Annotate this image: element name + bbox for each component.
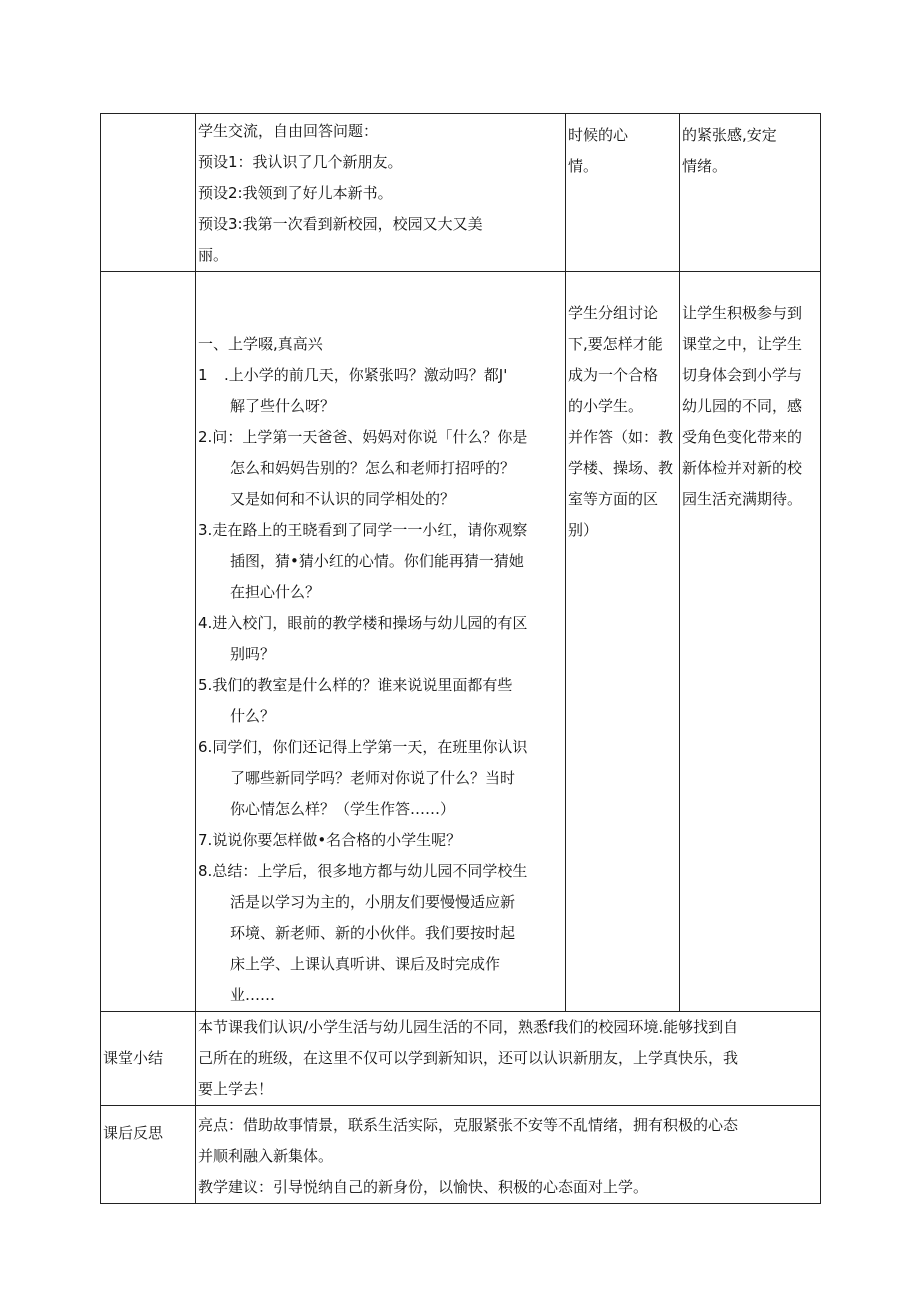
list-item	[198, 360, 561, 422]
intent-line: 切身体会到小学与	[682, 366, 803, 384]
item-text: 总结：上学后，很多地方都与幼儿园不同学校生	[212, 862, 528, 880]
item-text: 插图，猜•猜小红的心情。你们能再猜一猜她	[230, 552, 524, 570]
item-text: 床上学、上课认真听讲、课后及时完成作	[230, 955, 501, 973]
activity-line: 丽。	[198, 246, 229, 264]
intent-line: 新体检并对新的校	[682, 459, 803, 477]
item-number: 7.	[198, 831, 213, 849]
item-text: 在担心什么？	[230, 583, 321, 601]
item-text: 活是以学习为主的，小朋友们要慢慢适应新	[230, 893, 516, 911]
list-item	[198, 670, 561, 732]
activity-cell	[196, 272, 566, 1012]
student-activity-line: 成为一个合格	[568, 366, 659, 384]
intent-line: 受角色变化带来的	[682, 428, 803, 446]
reflection-line: 亮点：借助故事情景，联系生活实际，克服紧张不安等不乱情绪，拥有积极的心态	[198, 1116, 739, 1134]
intent-line: 幼儿园的不同，感	[682, 397, 803, 415]
summary-label: 课堂小结	[103, 1049, 164, 1067]
item-text: 了哪些新同学吗？老师对你说了什么？当时	[230, 769, 516, 787]
item-number: 4.	[198, 614, 213, 632]
reflection-label-cell	[101, 1106, 196, 1204]
row-class-summary	[101, 1012, 821, 1106]
item-text: .上小学的前几天，你紧张吗？激动吗？都J'	[224, 366, 508, 384]
item-number: 1	[198, 366, 208, 384]
student-activity-cell	[566, 272, 680, 1012]
activity-line: 预设2:我领到了好儿本新书。	[198, 184, 393, 202]
summary-line: 要上学去！	[198, 1080, 274, 1098]
item-text: 解了些什么呀？	[230, 397, 336, 415]
student-activity-line: 下,要怎样才能	[568, 335, 663, 353]
reflection-content-cell	[196, 1106, 821, 1204]
intent-cell	[680, 272, 821, 1012]
intent-line: 情绪。	[682, 157, 728, 175]
student-activity-line: 的小学生。	[568, 397, 644, 415]
student-activity-line: 学生分组讨论	[568, 304, 659, 322]
item-number: 5.	[198, 676, 213, 694]
student-activity-line: 室等方面的区	[568, 490, 659, 508]
summary-line: 己所在的班级，在这里不仅可以学到新知识，还可以认识新朋友，上学真快乐，我	[198, 1049, 739, 1067]
item-text: 业……	[230, 986, 276, 1004]
empty-label-cell	[101, 114, 196, 272]
intent-cell	[680, 114, 821, 272]
item-number: 8.	[198, 862, 213, 880]
item-text: 又是如何和不认识的同学相处的？	[230, 490, 456, 508]
item-text: 进入校门，眼前的教学楼和操场与幼儿园的有区	[212, 614, 528, 632]
item-text: 说说你要怎样做•名合格的小学生呢？	[212, 831, 462, 849]
summary-content-cell	[196, 1012, 821, 1106]
student-activity-line: 时候的心	[568, 126, 629, 144]
item-number: 3.	[198, 521, 213, 539]
empty-label-cell	[101, 272, 196, 1012]
summary-label-cell	[101, 1012, 196, 1106]
row-reflection	[101, 1106, 821, 1204]
item-text: 怎么和妈妈告别的？怎么和老师打招呼的？	[230, 459, 516, 477]
activity-line: 预设1：我认识了几个新朋友。	[198, 153, 403, 171]
list-item	[198, 422, 561, 515]
item-text: 同学们，你们还记得上学第一天，在班里你认识	[212, 738, 528, 756]
item-text: 走在路上的王晓看到了同学一一小红，请你观察	[212, 521, 528, 539]
student-activity-line: 学楼、操场、教	[568, 459, 674, 477]
list-item	[198, 825, 561, 856]
lesson-plan-table	[100, 113, 821, 1204]
question-list	[198, 360, 561, 1011]
item-number: 2.	[198, 428, 213, 446]
activity-cell	[196, 114, 566, 272]
item-text: 你心情怎么样？（学生作答……）	[230, 800, 456, 818]
list-item	[198, 856, 561, 1011]
student-activity-cell	[566, 114, 680, 272]
item-text: 环境、新老师、新的小伙伴。我们要按时起	[230, 924, 516, 942]
row-happy-to-school	[101, 272, 821, 1012]
activity-line: 预设3:我第一次看到新校园，校园又大又美	[198, 215, 483, 233]
student-activity-line: 并作答（如：教	[568, 428, 674, 446]
intent-line: 课堂之中，让学生	[682, 335, 803, 353]
row-student-exchange	[101, 114, 821, 272]
intent-line: 的紧张感,安定	[682, 126, 777, 144]
item-number: 6.	[198, 738, 213, 756]
activity-line: 学生交流，自由回答问题：	[198, 122, 379, 140]
item-text: 问：上学第一天爸爸、妈妈对你说「什么？你是	[212, 428, 528, 446]
list-item	[198, 608, 561, 670]
item-text: 什么？	[230, 707, 276, 725]
item-text: 别吗？	[230, 645, 276, 663]
summary-line: 本节课我们认识/小学生活与幼儿园生活的不同，熟悉f我们的校园环境.能够找到自	[198, 1018, 739, 1036]
student-activity-line: 情。	[568, 157, 599, 175]
list-item	[198, 515, 561, 608]
intent-line: 让学生积极参与到	[682, 304, 803, 322]
intent-line: 园生活充满期待。	[682, 490, 803, 508]
reflection-label: 课后反思	[103, 1124, 164, 1142]
reflection-line: 教学建议：引导悦纳自己的新身份，以愉快、积极的心态面对上学。	[198, 1178, 649, 1196]
list-item	[198, 732, 561, 825]
section-heading: 一、上学啜,真高兴	[198, 335, 323, 353]
item-text: 我们的教室是什么样的？谁来说说里面都有些	[212, 676, 513, 694]
student-activity-line: 别）	[568, 521, 599, 539]
reflection-line: 并顺利融入新集体。	[198, 1147, 334, 1165]
